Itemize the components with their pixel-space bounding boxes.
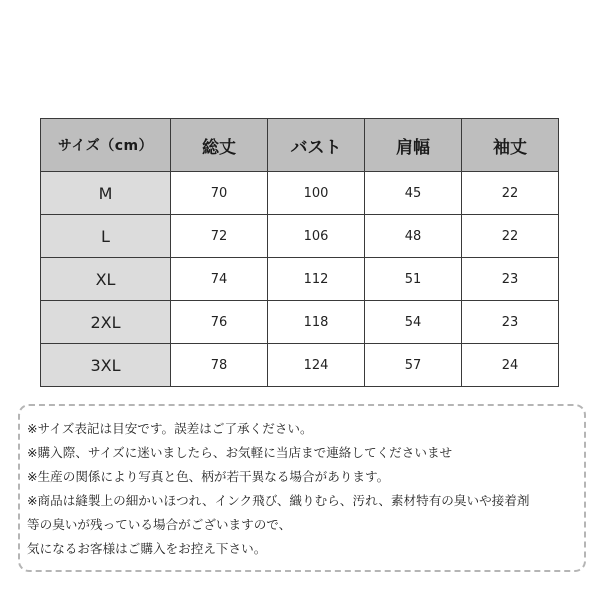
size-label-cell: 2XL [41,301,171,344]
size-label-cell: M [41,172,171,215]
table-row [41,258,559,301]
sleeve-length-cell: 22 [462,172,559,215]
bust-cell: 124 [268,344,365,387]
sleeve-length-cell: 23 [462,258,559,301]
sleeve-length-cell: 24 [462,344,559,387]
total-length-cell: 72 [171,215,268,258]
bust-cell: 106 [268,215,365,258]
size-chart-table [40,118,559,387]
note-line: ※サイズ表記は目安です。誤差はご了承ください。 [27,421,313,436]
shoulder-width-cell: 48 [365,215,462,258]
bust-cell: 112 [268,258,365,301]
total-length-cell: 76 [171,301,268,344]
shoulder-width-cell: 45 [365,172,462,215]
shoulder-width-cell: 57 [365,344,462,387]
total-length-cell: 78 [171,344,268,387]
notes-box [18,404,586,572]
header-total-length: 総丈 [171,119,268,172]
total-length-cell: 74 [171,258,268,301]
note-line: ※商品は縫製上の細かいほつれ、インク飛び、織りむら、汚れ、素材特有の臭いや接着剤 [27,493,530,508]
table-row [41,344,559,387]
header-row [41,119,559,172]
total-length-cell: 70 [171,172,268,215]
header-shoulder-width: 肩幅 [365,119,462,172]
table-row [41,215,559,258]
table-row [41,172,559,215]
size-label-cell: L [41,215,171,258]
bust-cell: 100 [268,172,365,215]
size-label-cell: 3XL [41,344,171,387]
bust-cell: 118 [268,301,365,344]
size-label-cell: XL [41,258,171,301]
header-size: サイズ（cm） [41,119,171,172]
header-bust: バスト [268,119,365,172]
shoulder-width-cell: 51 [365,258,462,301]
sleeve-length-cell: 22 [462,215,559,258]
note-line: ※購入際、サイズに迷いましたら、お気軽に当店まで連絡してくださいませ [27,445,453,460]
note-line: 気になるお客様はご購入をお控え下さい。 [27,541,267,556]
header-sleeve-length: 袖丈 [462,119,559,172]
note-line: ※生産の関係により写真と色、柄が若干異なる場合があります。 [27,469,390,484]
note-line: 等の臭いが残っている場合がございますので、 [27,517,292,532]
shoulder-width-cell: 54 [365,301,462,344]
sleeve-length-cell: 23 [462,301,559,344]
table-row [41,301,559,344]
